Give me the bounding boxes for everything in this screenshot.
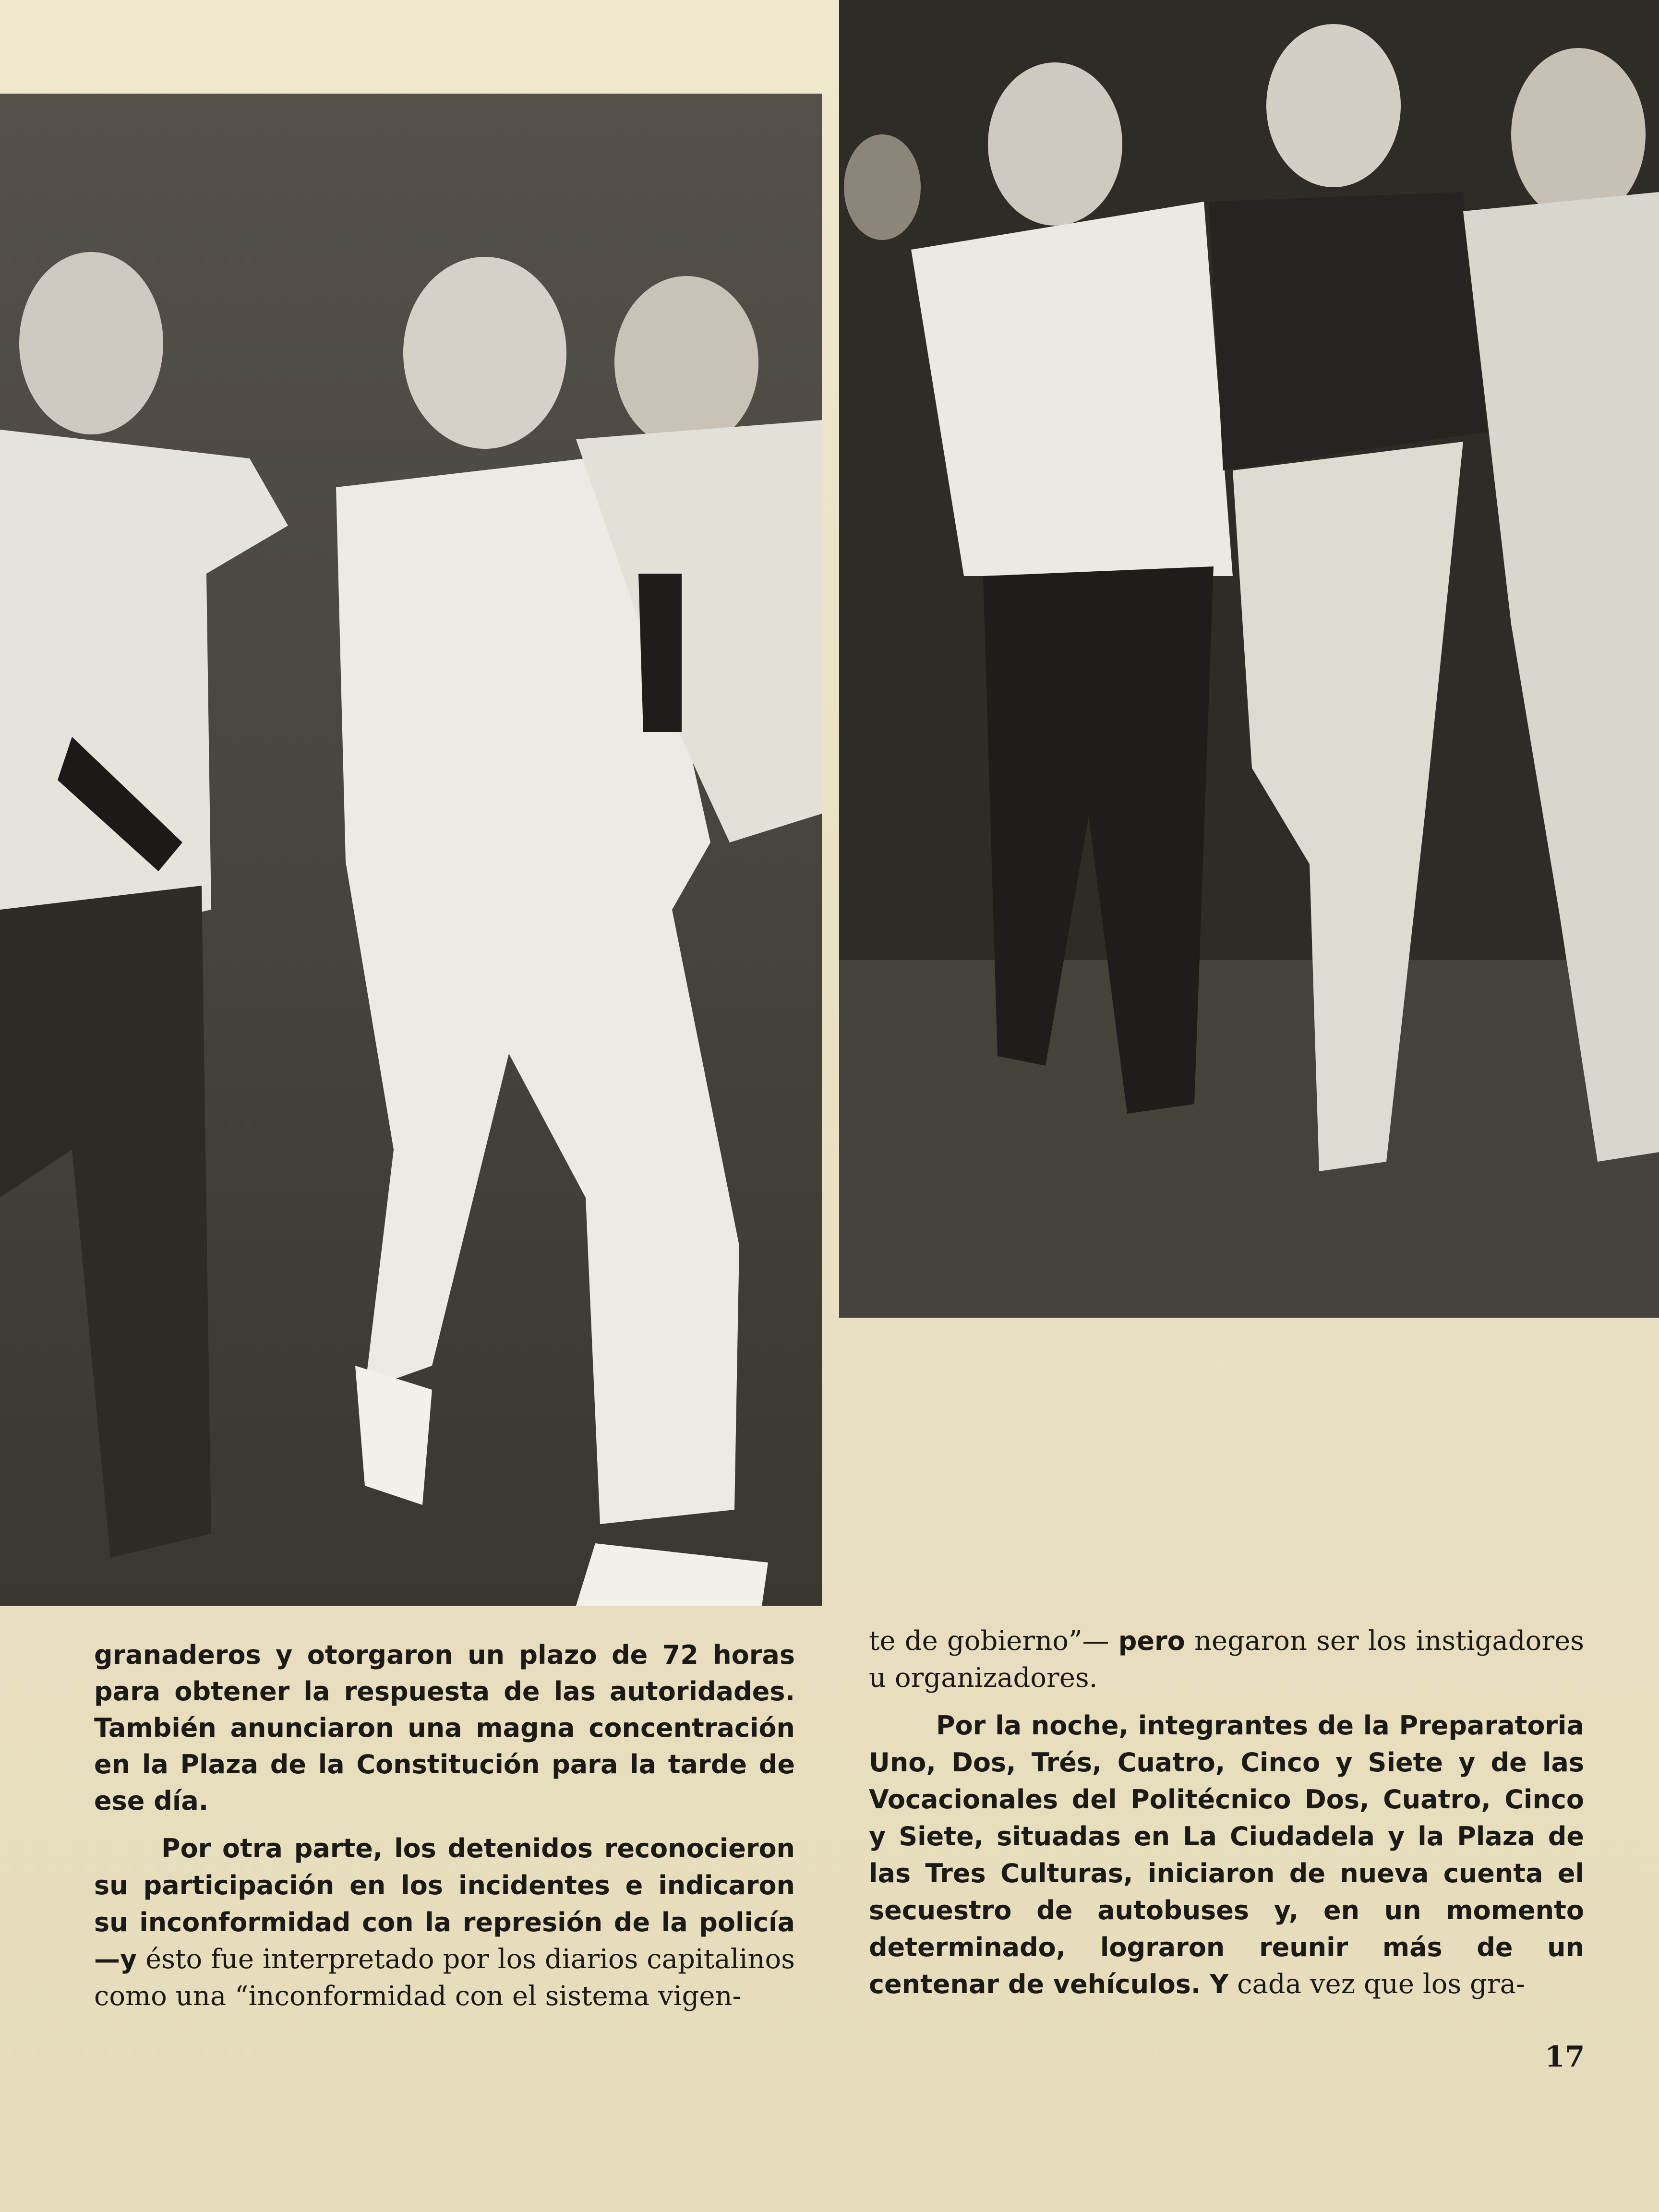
photo-right-illustration (839, 0, 1659, 1318)
right-paragraph-2-regular: cada vez que los gra- (1228, 1969, 1525, 2000)
right-paragraph-1 (869, 1623, 1584, 1696)
text-column-left (94, 1637, 795, 2015)
photo-men-escorting-youth (839, 0, 1659, 1318)
photo-men-with-pistol (0, 94, 822, 1606)
right-paragraph-1-bold: pero (1118, 1626, 1185, 1656)
left-paragraph-2 (94, 1830, 795, 2015)
right-paragraph-2-bold: Por la noche, integrantes de la Preparatoria Uno, Dos, Trés, Cuatro, Cinco y Siete y de las Vocacionales del Politécnico Dos, Cuatro, Cinco y Siete, situadas en La Ciudadela y la Plaza de las Tres Culturas, iniciaron de nueva cuenta el secuestro de autobuses y, en un momento determinado, lograron reunir más de un centenar de vehículos. Y (869, 1710, 1584, 1999)
left-paragraph-2-bold: Por otra parte, los detenidos reconocieron su participación en los incidentes e indicaron su inconformidad con la represión de la policía —y (94, 1833, 795, 1974)
left-paragraph-1: granaderos y otorgaron un plazo de 72 horas para obtener la respuesta de las autoridades. También anunciaron una magna concentración en la Plaza de la Constitución para la tarde de ese día. (94, 1640, 795, 1816)
right-paragraph-1-regular-b: negaron ser los instigadores u organizadores. (869, 1625, 1584, 1694)
right-paragraph-1-regular-a: te de gobierno”— (869, 1625, 1118, 1657)
right-paragraph-2 (869, 1707, 1584, 2003)
page-number: 17 (1545, 2040, 1585, 2074)
text-column-right (869, 1623, 1584, 2003)
photo-left-illustration (0, 94, 822, 1606)
left-paragraph-2-regular: ésto fue interpretado por los diarios capitalinos como una “inconformidad con el sistema vigen- (94, 1944, 795, 2012)
